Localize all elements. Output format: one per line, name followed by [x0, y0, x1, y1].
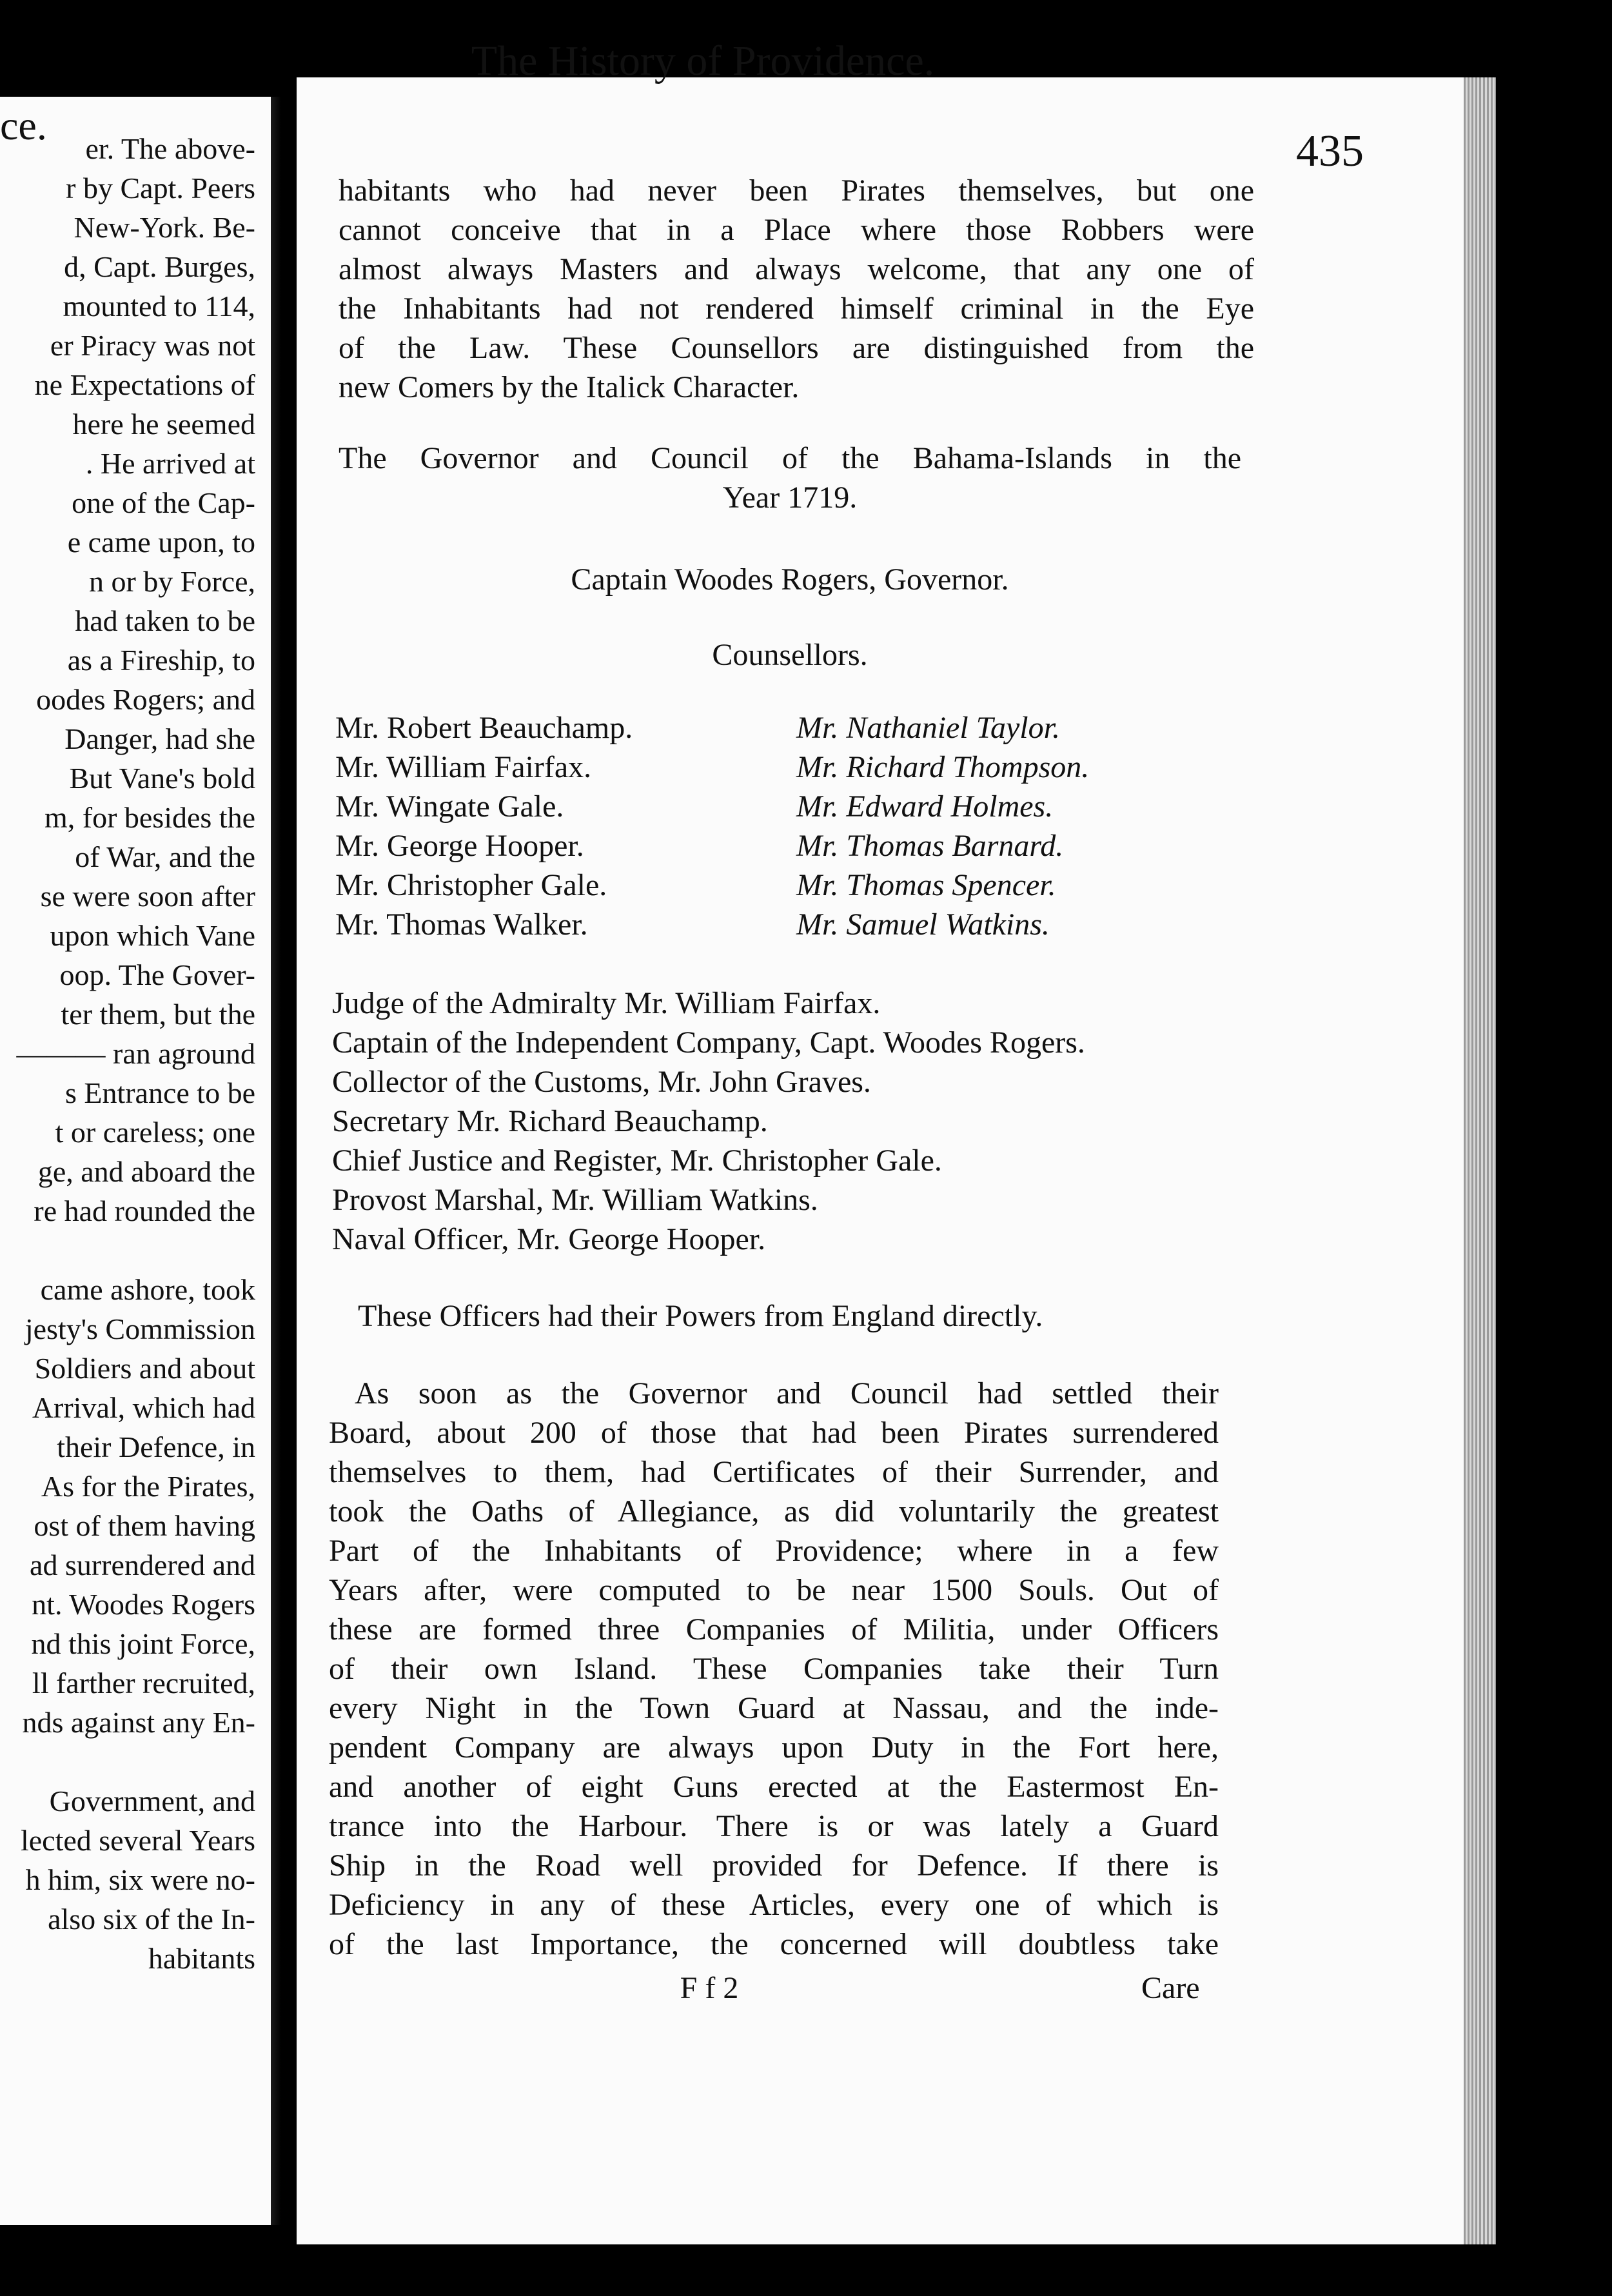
intro-line: cannot conceive that in a Place where those Robbers were [339, 213, 1254, 247]
left-line: nds against any En- [22, 1706, 255, 1739]
officer-line: Provost Marshal, Mr. William Watkins. [332, 1183, 818, 1217]
counsellor-name: Mr. Nathaniel Taylor. [796, 711, 1060, 745]
left-line: er. The above- [85, 132, 255, 165]
officer-line: Collector of the Customs, Mr. John Graves. [332, 1065, 871, 1099]
left-line: one of the Cap- [72, 486, 255, 519]
body-line: pendent Company are always upon Duty in the Fort here, [329, 1730, 1219, 1765]
left-line: jesty's Commission [25, 1312, 255, 1345]
left-line: came ashore, took [40, 1273, 255, 1306]
counsellor-name: Mr. Thomas Barnard. [796, 829, 1064, 863]
counsellor-name: Mr. Christopher Gale. [335, 868, 607, 902]
left-line: upon which Vane [50, 919, 255, 952]
counsellors-left-column [335, 708, 633, 944]
catchword: Care [1141, 1971, 1200, 2005]
intro-paragraph [339, 171, 1254, 407]
body-line: these are formed three Companies of Militia, under Officers [329, 1612, 1219, 1647]
left-line: re had rounded the [34, 1194, 255, 1227]
body-line: Part of the Inhabitants of Providence; where in a few [329, 1534, 1219, 1568]
intro-line: of the Law. These Counsellors are distinguished from the [339, 331, 1254, 365]
governor-line: Captain Woodes Rogers, Governor. [571, 562, 1009, 597]
left-line: as a Fireship, to [67, 644, 255, 677]
left-line: habitants [148, 1942, 255, 1975]
intro-line: almost always Masters and always welcome, that any one of [339, 252, 1254, 286]
officer-line: Chief Justice and Register, Mr. Christopher Gale. [332, 1143, 942, 1178]
council-heading-line2: Year 1719. [722, 480, 858, 515]
counsellor-name: Mr. George Hooper. [335, 829, 584, 863]
officer-line: Naval Officer, Mr. George Hooper. [332, 1222, 766, 1256]
body-line: took the Oaths of Allegiance, as did voluntarily the greatest [329, 1494, 1219, 1529]
body-paragraph [329, 1374, 1219, 1964]
left-page-lines [0, 129, 255, 1978]
left-line: But Vane's bold [69, 762, 255, 795]
body-line: Deficiency in any of these Articles, every one of which is [329, 1888, 1219, 1922]
left-line: m, for besides the [44, 801, 255, 834]
intro-line: habitants who had never been Pirates themselves, but one [339, 173, 1254, 208]
left-line: n or by Force, [88, 565, 255, 598]
counsellor-name: Mr. Samuel Watkins. [796, 907, 1050, 942]
left-line: mounted to 114, [63, 290, 255, 322]
left-line: er Piracy was not [50, 329, 255, 362]
left-line: New-York. Be- [74, 211, 255, 244]
council-heading-line1: The Governor and Council of the Bahama-Islands in the [339, 441, 1241, 475]
left-line: lected several Years [20, 1824, 255, 1857]
officers-note-block [358, 1296, 1261, 1336]
body-line: of their own Island. These Companies take their Turn [329, 1652, 1219, 1686]
left-line: oop. The Gover- [59, 958, 255, 991]
left-line: of War, and the [75, 840, 255, 873]
officer-line: Judge of the Admiralty Mr. William Fairfax. [332, 986, 881, 1020]
signature-mark: F f 2 [680, 1971, 739, 2005]
left-line: r by Capt. Peers [66, 172, 255, 204]
left-line: their Defence, in [57, 1430, 255, 1463]
book-gutter [271, 97, 297, 2225]
left-line: here he seemed [72, 408, 255, 440]
left-line: ne Expectations of [34, 368, 255, 401]
page-number: 435 [1296, 126, 1364, 176]
intro-line: new Comers by the Italick Character. [339, 370, 800, 404]
page-edge-stack [1464, 77, 1496, 2244]
body-line: Years after, were computed to be near 1500 Souls. Out of [329, 1573, 1219, 1607]
left-line: t or careless; one [55, 1116, 255, 1149]
left-line: Danger, had she [64, 722, 255, 755]
left-line: s Entrance to be [64, 1076, 255, 1109]
left-line [0, 1742, 255, 1781]
left-line: e came upon, to [67, 526, 255, 559]
counsellor-name: Mr. Richard Thompson. [796, 750, 1090, 784]
left-line: ——— ran aground [16, 1037, 255, 1070]
counsellor-name: Mr. William Fairfax. [335, 750, 592, 784]
body-line: Board, about 200 of those that had been Pirates surrendered [329, 1416, 1219, 1450]
body-line: As soon as the Governor and Council had settled their [355, 1376, 1219, 1410]
left-line: ll farther recruited, [32, 1667, 255, 1699]
intro-line: the Inhabitants had not rendered himself criminal in the Eye [339, 292, 1254, 326]
counsellor-name: Mr. Robert Beauchamp. [335, 711, 633, 745]
governor-block [339, 560, 1241, 599]
left-line: ge, and aboard the [37, 1155, 255, 1188]
left-line: nt. Woodes Rogers [32, 1588, 255, 1621]
left-line: nd this joint Force, [31, 1627, 255, 1660]
body-line: every Night in the Town Guard at Nassau, and the inde- [329, 1691, 1219, 1725]
officers-note: These Officers had their Powers from England directly. [358, 1299, 1043, 1333]
council-heading [339, 439, 1241, 517]
left-page-fragment [0, 97, 271, 2225]
left-line [0, 1231, 255, 1270]
counsellor-name: Mr. Thomas Spencer. [796, 868, 1056, 902]
body-line: trance into the Harbour. There is or was lately a Guard [329, 1809, 1219, 1843]
left-line: Soldiers and about [34, 1352, 255, 1385]
running-header: The History of Providence. [471, 37, 935, 84]
left-line: ost of them having [34, 1509, 255, 1542]
left-line: As for the Pirates, [41, 1470, 255, 1503]
body-line: and another of eight Guns erected at the Eastermost En- [329, 1770, 1219, 1804]
counsellors-heading: Counsellors. [712, 638, 868, 672]
officer-line: Captain of the Independent Company, Capt. Woodes Rogers. [332, 1025, 1085, 1060]
left-line: Arrival, which had [32, 1391, 255, 1424]
counsellors-right-column [796, 708, 1089, 944]
officer-line: Secretary Mr. Richard Beauchamp. [332, 1104, 768, 1138]
counsellor-name: Mr. Thomas Walker. [335, 907, 588, 942]
body-line: Ship in the Road well provided for Defence. If there is [329, 1848, 1219, 1883]
body-line: themselves to them, had Certificates of their Surrender, and [329, 1455, 1219, 1489]
officers-list [332, 984, 1248, 1259]
left-line: h him, six were no- [25, 1863, 255, 1896]
left-line: d, Capt. Burges, [64, 250, 255, 283]
left-line: se were soon after [40, 880, 255, 913]
left-line: Government, and [49, 1785, 255, 1817]
left-line: ad surrendered and [30, 1549, 255, 1581]
counsellor-name: Mr. Wingate Gale. [335, 789, 564, 824]
left-running-head: ce. [0, 103, 47, 148]
counsellor-name: Mr. Edward Holmes. [796, 789, 1054, 824]
counsellors-heading-block [339, 635, 1241, 675]
left-line: also six of the In- [48, 1903, 255, 1935]
left-line: oodes Rogers; and [36, 683, 255, 716]
left-line: had taken to be [75, 604, 255, 637]
left-line: . He arrived at [85, 447, 255, 480]
left-line: ter them, but the [61, 998, 255, 1031]
body-line: of the last Importance, the concerned will doubtless take [329, 1927, 1219, 1961]
